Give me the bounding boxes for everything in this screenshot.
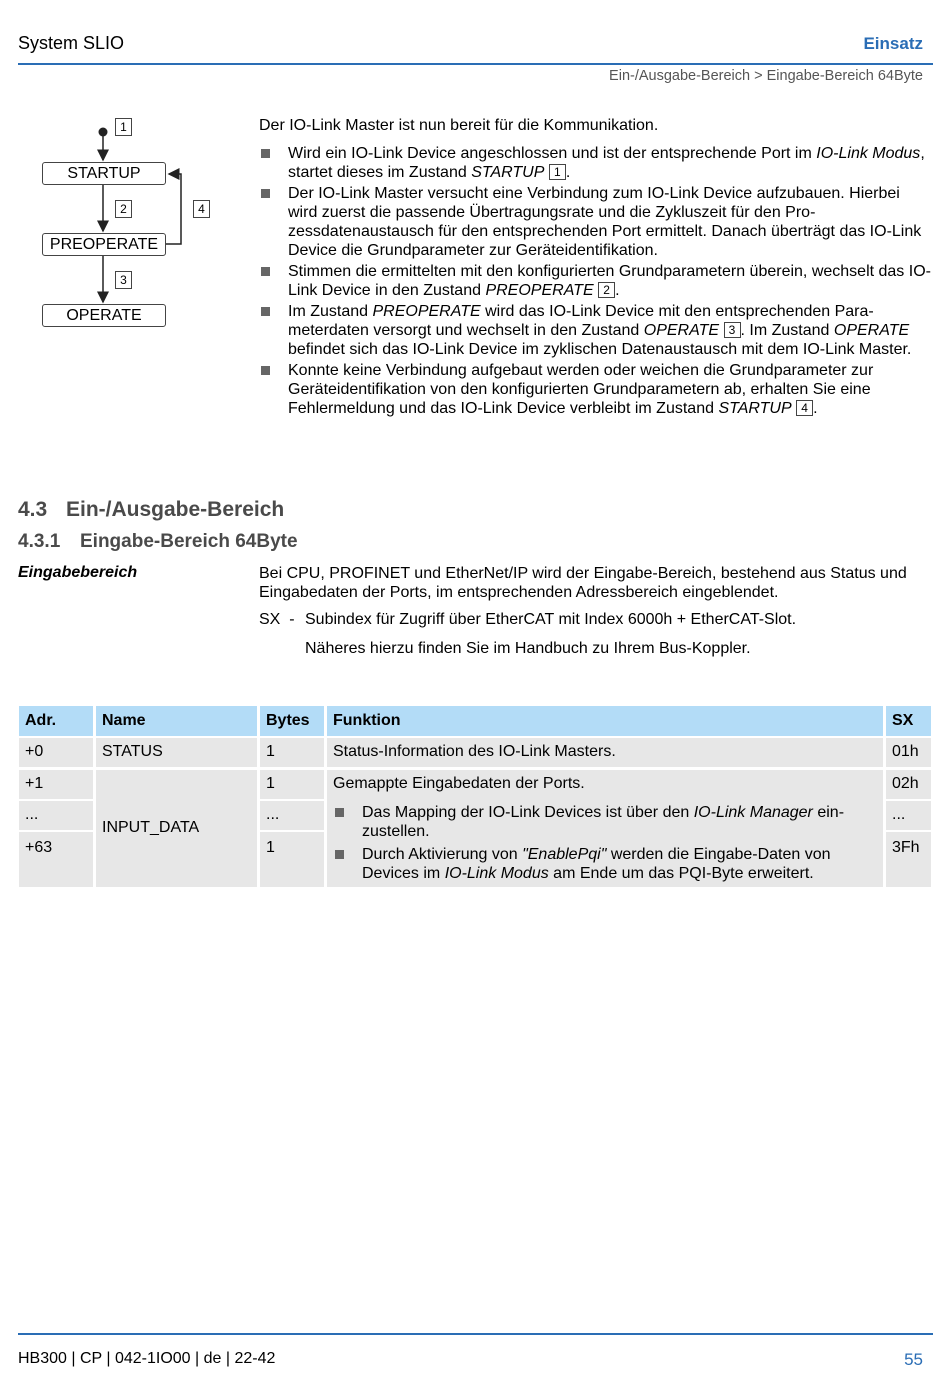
table-header-function: Funktion [327, 706, 883, 736]
side-label: Eingabebereich [18, 564, 138, 581]
breadcrumb: Ein-/Ausgabe-Bereich > Eingabe-Bereich 64Byte [609, 68, 923, 84]
ref-marker: 3 [724, 322, 741, 338]
chapter-title: Einsatz [863, 34, 923, 53]
table-cell: INPUT_DATA [96, 770, 257, 887]
section-heading: 4.3 Ein-/Ausgabe-Bereich [18, 498, 285, 521]
table-header-sx: SX [886, 706, 931, 736]
function-title: Gemappte Eingabedaten der Ports. [333, 775, 585, 792]
state-operate: OPERATE [42, 304, 166, 327]
table-cell: 01h [886, 738, 931, 767]
marker-1: 1 [115, 118, 132, 136]
bullet-square-icon [261, 149, 270, 158]
reference-note: Näheres hierzu finden Sie im Handbuch zu Ihrem Bus-Koppler. [305, 640, 751, 657]
list-item: Konnte keine Verbindung aufgebaut werden oder weichen die Grundparameter zur Geräteidentifikation von den konfigurierten Grundparametern ab, erhalten Sie eine Fehlermeldung und das IO-Link Device verbleibt im Zustand STARTUP 4 . [259, 361, 931, 418]
bullet-square-icon [335, 808, 344, 817]
bullet-square-icon [261, 366, 270, 375]
state-preoperate: PREOPERATE [42, 233, 166, 256]
table-cell: 3Fh [886, 832, 931, 887]
table-cell: Status-Information des IO-Link Masters. [327, 738, 883, 767]
sx-definition: SX - Subindex für Zugriff über EtherCAT mit Index 6000h + EtherCAT-Slot. [259, 611, 797, 628]
list-item: Das Mapping der IO-Link Devices ist über den IO-Link Manager einzustellen. [333, 803, 877, 841]
list-item: Wird ein IO-Link Device angeschlossen und ist der entsprechende Port im IO-Link Modus, startet dieses im Zustand STARTUP 1 . [259, 144, 931, 182]
marker-4: 4 [193, 200, 210, 218]
intro-text: Der IO-Link Master ist nun bereit für die Kommunikation. [259, 117, 659, 134]
document-title: System SLIO [18, 33, 125, 53]
page-number: 55 [904, 1350, 923, 1369]
table-cell: 1 [260, 738, 324, 767]
marker-3: 3 [115, 271, 132, 289]
function-bullets [333, 803, 877, 883]
table-cell-function [327, 770, 883, 887]
table-cell: STATUS [96, 738, 257, 767]
table-cell: +1 [19, 770, 93, 799]
list-item: Im Zustand PREOPERATE wird das IO-Link Device mit den entsprechenden Parameterdaten versorgt und wechselt in den Zustand OPERATE 3 . Im Zustand OPERATE befindet sich das IO-Link Device im zyklischen Datenaustausch mit dem IO-Link Master. [259, 302, 931, 359]
state-diagram [36, 112, 226, 337]
table-cell: ... [260, 801, 324, 830]
table-cell: 1 [260, 832, 324, 887]
bullet-square-icon [261, 267, 270, 276]
marker-2: 2 [115, 200, 132, 218]
table-header-bytes: Bytes [260, 706, 324, 736]
section-paragraph: Bei CPU, PROFINET und EtherNet/IP wird der Eingabe-Bereich, bestehend aus Status und Eingabedaten der Ports, im entsprechenden Adressbereich eingeblendet. [259, 565, 907, 601]
ref-marker: 2 [598, 282, 615, 298]
bullet-square-icon [335, 850, 344, 859]
list-item: Der IO-Link Master versucht eine Verbindung zum IO-Link Device aufzubauen. Hierbei wird zuerst die passende Übertragungsrate und die Zykluszeit für den Prozessdatenaustausch für den entsprechenden Port ermittelt. Danach überträgt das IO-Link Device die Grundparameter zur Geräteidentifikation. [259, 184, 931, 260]
list-item: Durch Aktivierung von "EnablePqi" werden die Eingabe-Daten von Devices im IO-Link Modus am Ende um das PQI-Byte erweitert. [333, 845, 877, 883]
footer-rule [18, 1333, 933, 1335]
table-cell: 1 [260, 770, 324, 799]
list-item: Stimmen die ermittelten mit den konfigurierten Grundparametern überein, wechselt das IO-Link Device in den Zustand PREOPERATE 2 . [259, 262, 931, 300]
table-header-adr: Adr. [19, 706, 93, 736]
table-cell: +63 [19, 832, 93, 887]
bullet-square-icon [261, 307, 270, 316]
table-cell: 02h [886, 770, 931, 799]
ref-marker: 1 [549, 164, 566, 180]
header-rule [18, 63, 933, 65]
state-startup: STARTUP [42, 162, 166, 185]
ref-marker: 4 [796, 400, 813, 416]
table-cell: ... [886, 801, 931, 830]
bullet-square-icon [261, 189, 270, 198]
table-cell: ... [19, 801, 93, 830]
footer-doc-id: HB300 | CP | 042-1IO00 | de | 22-42 [18, 1350, 276, 1367]
bullet-list [259, 144, 931, 420]
table-cell: +0 [19, 738, 93, 767]
subsection-heading: 4.3.1 Eingabe-Bereich 64Byte [18, 531, 298, 552]
table-header-name: Name [96, 706, 257, 736]
